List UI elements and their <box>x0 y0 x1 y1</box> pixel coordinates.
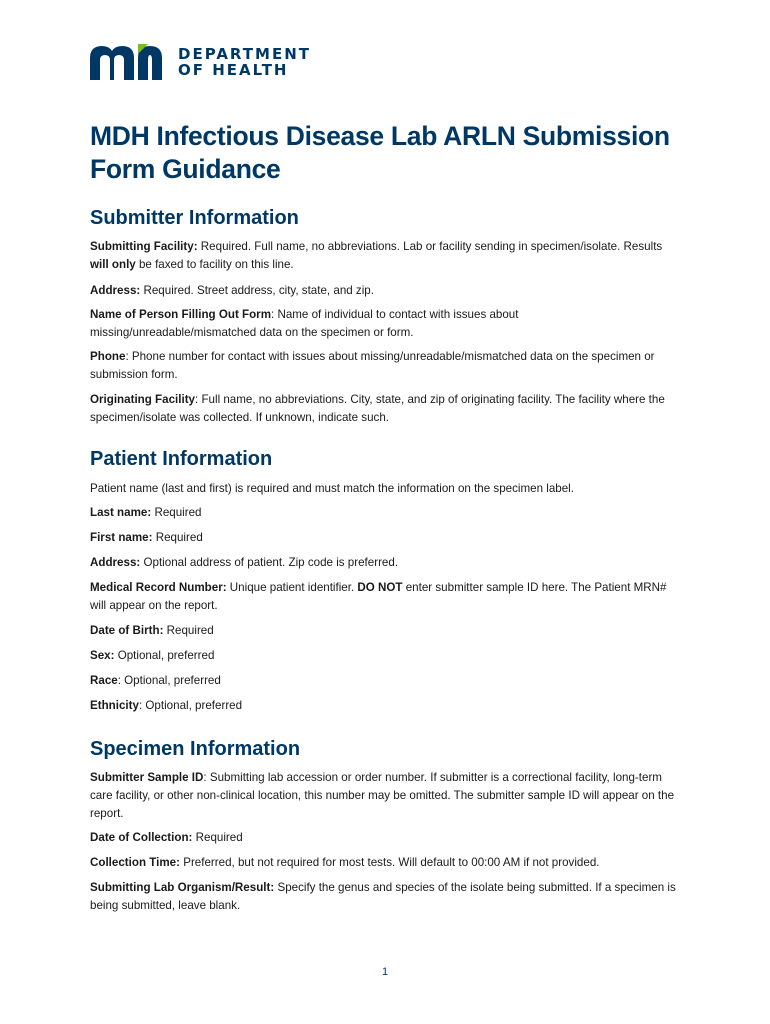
section-heading-specimen: Specimen Information <box>90 738 301 760</box>
field-label: Date of Collection: <box>90 831 193 844</box>
field-label: Submitter Sample ID <box>90 771 204 784</box>
field-label: Sex: <box>90 649 115 662</box>
logo-line-2: OF HEALTH <box>178 61 289 79</box>
field-collection-time: Collection Time: Preferred, but not required for most tests. Will default to 00:00 AM if not provided. <box>90 856 600 869</box>
section-heading-submitter: Submitter Information <box>90 207 299 229</box>
field-label: Submitting Lab Organism/Result: <box>90 881 275 894</box>
field-label: Date of Birth: <box>90 624 164 637</box>
mdh-logo <box>90 44 311 80</box>
field-submitter-sample-id: Submitter Sample ID: Submitting lab accession or order number. If submitter is a correctional facility, long-term care facility, or other non-clinical location, this number may be omitted. The submitter sample ID will appear on the report. <box>90 771 675 820</box>
field-originating-facility: Originating Facility: Full name, no abbreviations. City, state, and zip of originating facility. The facility where the specimen/isolate was collected. If unknown, indicate such. <box>90 393 665 424</box>
field-label: Last name: <box>90 506 152 519</box>
field-first-name: First name: Required <box>90 531 203 544</box>
field-label: Medical Record Number: <box>90 581 227 594</box>
field-label: Address: <box>90 556 141 569</box>
field-label: Submitting Facility: <box>90 240 198 253</box>
field-address: Address: Required. Street address, city, state, and zip. <box>90 284 374 297</box>
field-person-filling-form: Name of Person Filling Out Form: Name of individual to contact with issues about missing/unreadable/mismatched data on the specimen or form. <box>90 308 519 339</box>
field-date-of-collection: Date of Collection: Required <box>90 831 243 844</box>
section-heading-patient: Patient Information <box>90 448 273 470</box>
patient-intro: Patient name (last and first) is required and must match the information on the specimen label. <box>90 482 574 495</box>
logo-line-1: DEPARTMENT <box>178 45 311 63</box>
page-number: 1 <box>381 966 389 978</box>
field-label: Name of Person Filling Out Form <box>90 308 272 321</box>
field-patient-address: Address: Optional address of patient. Zip code is preferred. <box>90 556 399 569</box>
field-ethnicity: Ethnicity: Optional, preferred <box>90 699 243 712</box>
field-label: Originating Facility <box>90 393 196 406</box>
field-label: Address: <box>90 284 141 297</box>
field-submitting-facility: Submitting Facility: Required. Full name, no abbreviations. Lab or facility sending in specimen/isolate. Results will only be faxed to facility on this line. <box>90 240 663 271</box>
field-race: Race: Optional, preferred <box>90 674 221 687</box>
field-date-of-birth: Date of Birth: Required <box>90 624 214 637</box>
field-sex: Sex: Optional, preferred <box>90 649 215 662</box>
field-label: Race <box>90 674 118 687</box>
field-label: Ethnicity <box>90 699 139 712</box>
logo-wordmark <box>178 46 311 78</box>
field-label: Collection Time: <box>90 856 180 869</box>
field-organism-result: Submitting Lab Organism/Result: Specify the genus and species of the isolate being submitted. If a specimen is being submitted, leave blank. <box>90 881 676 912</box>
field-medical-record-number: Medical Record Number: Unique patient identifier. DO NOT enter submitter sample ID here. The Patient MRN# will appear on the report. <box>90 581 667 612</box>
mn-logo-icon <box>90 44 168 80</box>
field-label: Phone <box>90 350 126 363</box>
page-title: MDH Infectious Disease Lab ARLN Submission Form Guidance <box>90 121 670 184</box>
field-label: First name: <box>90 531 153 544</box>
field-phone: Phone: Phone number for contact with issues about missing/unreadable/mismatched data on the specimen or submission form. <box>90 350 655 381</box>
field-last-name: Last name: Required <box>90 506 202 519</box>
